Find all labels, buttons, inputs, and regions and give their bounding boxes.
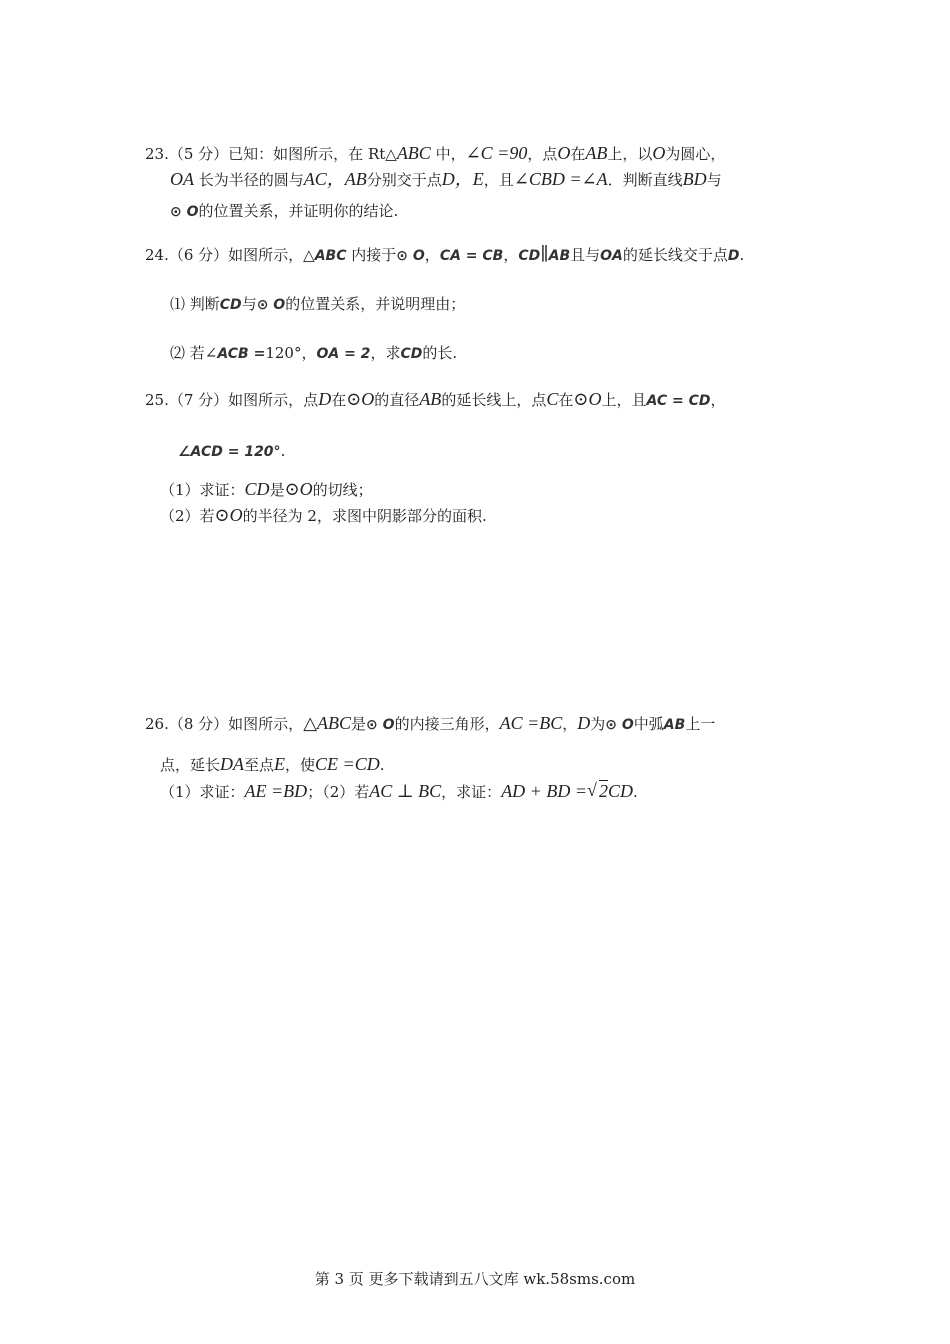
q23-number: 23. bbox=[145, 145, 169, 163]
q26-text: 中弧 bbox=[633, 715, 664, 733]
q23-text: ．判断直线 bbox=[607, 171, 683, 189]
q26-line-1 bbox=[145, 712, 715, 736]
q25-text: 在 bbox=[331, 391, 347, 409]
q25-text: 的直径 bbox=[374, 391, 420, 409]
q26-math: D bbox=[577, 713, 591, 733]
q24-number: 24. bbox=[145, 246, 169, 264]
q23-line-1 bbox=[145, 142, 725, 165]
q26-text: . bbox=[632, 783, 638, 801]
q26-text: （1）求证： bbox=[160, 783, 245, 801]
q25-math: CD bbox=[244, 479, 270, 499]
q24-line-3 bbox=[170, 342, 457, 365]
q24-math: OA bbox=[600, 248, 623, 264]
q24-text: 内接于 bbox=[346, 246, 397, 264]
q23-math: BD bbox=[682, 169, 707, 189]
q25-math: ⊙O bbox=[346, 389, 375, 409]
q26-score: （8 分） bbox=[168, 715, 229, 733]
q24-text: 的位置关系，并说明理由； bbox=[285, 295, 466, 313]
q26-line-3 bbox=[160, 780, 638, 803]
q23-math: OA bbox=[170, 169, 194, 189]
q25-math: ⊙O bbox=[214, 505, 243, 525]
q23-line-3 bbox=[170, 200, 398, 223]
q24-math: ABC bbox=[314, 248, 347, 264]
q26-math: E bbox=[274, 754, 286, 774]
q26-number: 26. bbox=[145, 715, 169, 733]
q26-math: DA bbox=[220, 754, 245, 774]
sqrt-symbol: √ 2 bbox=[586, 780, 608, 801]
q25-math: ⊙O bbox=[284, 479, 313, 499]
q25-math: D bbox=[318, 389, 332, 409]
q24-text: ⑵ 若∠ bbox=[170, 344, 218, 362]
q23-text: ，点 bbox=[527, 145, 558, 163]
q26-text: 为 bbox=[590, 715, 606, 733]
q24-text: 与 bbox=[241, 295, 257, 313]
q24-math: CD bbox=[400, 346, 423, 362]
q26-text: 如图所示， bbox=[228, 715, 304, 733]
q25-text: 的半径为 2，求图中阴影部分的面积. bbox=[242, 507, 487, 525]
q26-math: AD + BD = bbox=[501, 781, 587, 801]
q25-line-3 bbox=[160, 478, 373, 501]
q25-text: ， bbox=[710, 391, 726, 409]
q26-text: 是 bbox=[351, 715, 367, 733]
q25-text: . bbox=[280, 442, 286, 460]
q24-math: AB bbox=[548, 248, 571, 264]
q24-math: ACB = bbox=[217, 346, 266, 362]
q26-math: ⊙ O bbox=[366, 717, 395, 733]
q24-text: ， bbox=[503, 246, 519, 264]
q23-score: （5 分） bbox=[168, 145, 229, 163]
q25-math: AB bbox=[419, 389, 442, 409]
q25-text: （1）求证： bbox=[160, 481, 245, 499]
q24-text: ，求 bbox=[370, 344, 401, 362]
q26-math: AC =BC bbox=[499, 713, 563, 733]
q24-text: 的延长线交于点 bbox=[622, 246, 728, 264]
q25-math: ⊙O bbox=[573, 389, 602, 409]
q23-math: ∠C =90 bbox=[465, 143, 528, 163]
q24-math: CD bbox=[518, 248, 541, 264]
q24-line-2 bbox=[170, 293, 465, 316]
q23-math: O bbox=[652, 143, 666, 163]
q24-score: （6 分） bbox=[168, 246, 229, 264]
q23-text: 在 bbox=[570, 145, 586, 163]
q24-text: 的长. bbox=[422, 344, 458, 362]
q25-text: 在 bbox=[558, 391, 574, 409]
q26-text: ，求证： bbox=[441, 783, 502, 801]
q26-text: ；（2）若 bbox=[307, 783, 370, 801]
q23-text: 长为半径的圆与 bbox=[194, 171, 304, 189]
q25-text: 如图所示，点 bbox=[228, 391, 319, 409]
q23-text: 已知：如图所示，在 Rt△ bbox=[228, 145, 397, 163]
q25-number: 25. bbox=[145, 391, 169, 409]
q26-text: ，使 bbox=[285, 756, 316, 774]
q25-line-1 bbox=[145, 388, 726, 412]
q25-text: 是 bbox=[269, 481, 285, 499]
q25-text: （2）若 bbox=[160, 507, 215, 525]
q26-text: ， bbox=[562, 715, 578, 733]
q23-math: ⊙ O bbox=[170, 204, 199, 220]
q24-math: CD bbox=[219, 297, 242, 313]
q23-math: O bbox=[557, 143, 571, 163]
q26-text: 上一 bbox=[685, 715, 716, 733]
q25-text: 上，且 bbox=[601, 391, 647, 409]
q24-math: ⊙ O bbox=[256, 297, 286, 313]
q26-text: . bbox=[379, 756, 385, 774]
q23-math: ∠CBD =∠A bbox=[513, 169, 608, 189]
q24-text: 如图所示，△ bbox=[228, 246, 315, 264]
q26-math: CE =CD bbox=[315, 754, 380, 774]
q24-math: CA = CB bbox=[439, 248, 504, 264]
q24-math: OA = 2 bbox=[316, 346, 371, 362]
q26-math: △ABC bbox=[303, 713, 352, 733]
q23-math: ABC bbox=[396, 143, 431, 163]
q25-math: ∠ACD = 120° bbox=[178, 444, 281, 460]
q24-text: 120° bbox=[265, 344, 302, 362]
page-footer: 第 3 页 更多下载请到五八文库 wk.58sms.com bbox=[314, 1270, 636, 1288]
q25-text: 的延长线上，点 bbox=[441, 391, 547, 409]
q25-math: AC = CD bbox=[646, 393, 711, 409]
q23-text: 分别交于点 bbox=[366, 171, 442, 189]
q23-text: 与 bbox=[706, 171, 722, 189]
q26-line-2 bbox=[160, 753, 384, 776]
q26-math: AB bbox=[663, 717, 686, 733]
q23-math: AB bbox=[585, 143, 608, 163]
q26-math: CD bbox=[607, 781, 633, 801]
q24-math: ⊙ O bbox=[396, 248, 425, 264]
q23-text: 上，以 bbox=[607, 145, 653, 163]
q23-line-2 bbox=[170, 168, 722, 191]
q24-text: ， bbox=[424, 246, 440, 264]
q24-text: ⑴ 判断 bbox=[170, 295, 220, 313]
q25-line-2 bbox=[178, 440, 285, 463]
q24-text: 且与 bbox=[570, 246, 601, 264]
q25-line-4 bbox=[160, 504, 487, 527]
q24-text: . bbox=[739, 246, 745, 264]
q26-math: 2 bbox=[598, 781, 608, 801]
q23-text: ，且 bbox=[483, 171, 514, 189]
q26-math: AC ⊥ BC bbox=[369, 781, 442, 801]
q23-math: D，E bbox=[441, 169, 484, 189]
q23-text: 的位置关系，并证明你的结论. bbox=[198, 202, 399, 220]
q26-math: ⊙ O bbox=[605, 717, 634, 733]
q26-text: 点，延长 bbox=[160, 756, 221, 774]
q24-line-1 bbox=[145, 243, 744, 267]
q23-text: 为圆心， bbox=[665, 145, 726, 163]
q25-text: 的切线； bbox=[312, 481, 373, 499]
q24-math: D bbox=[727, 248, 740, 264]
q26-math: AE =BD bbox=[244, 781, 308, 801]
q25-score: （7 分） bbox=[168, 391, 229, 409]
q23-text: 中， bbox=[430, 145, 466, 163]
q23-math: AC，AB bbox=[303, 169, 367, 189]
q24-math: ∥ bbox=[540, 244, 549, 264]
q25-math: C bbox=[546, 389, 559, 409]
q24-text: ， bbox=[301, 344, 317, 362]
q26-text: 至点 bbox=[244, 756, 275, 774]
q26-text: 的内接三角形， bbox=[394, 715, 500, 733]
